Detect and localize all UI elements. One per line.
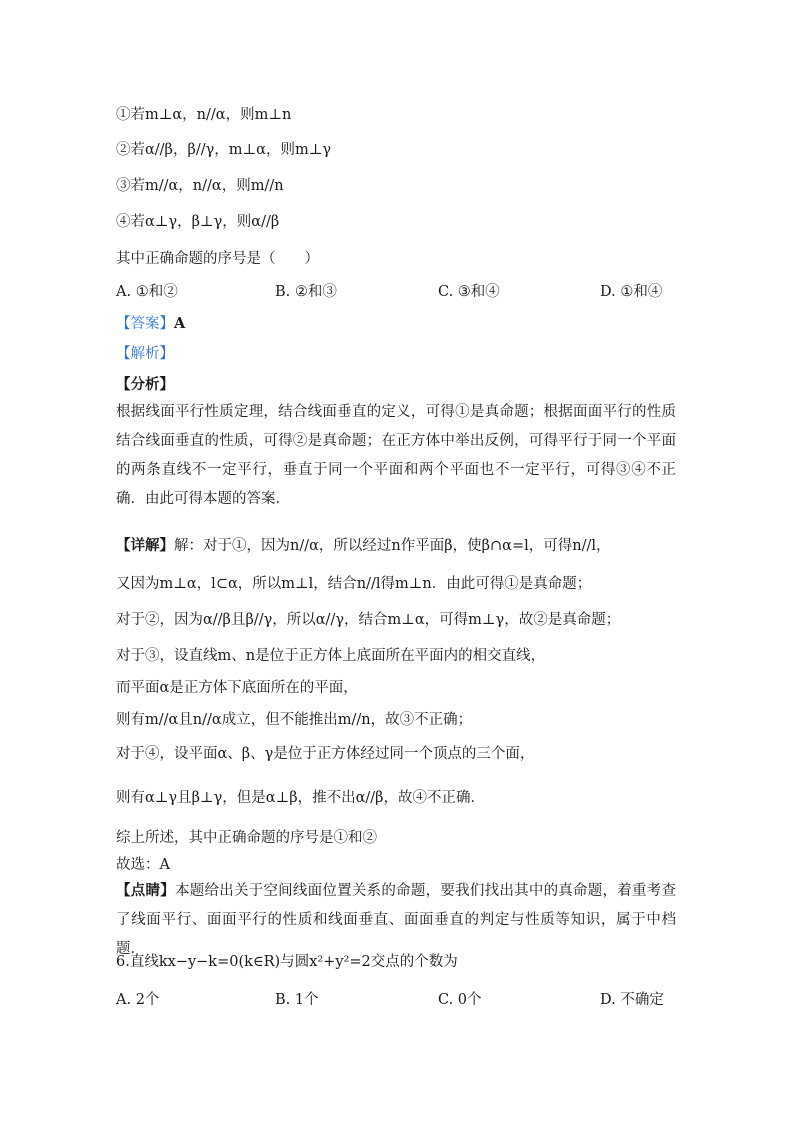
- answer-line: [116, 312, 185, 333]
- dianjing-text: 本题给出关于空间线面位置关系的命题，要我们找出其中的真命题，着重考查了线面平行、面面平行的性质和线面垂直、面面垂直的判定与性质等知识，属于中档题．: [116, 883, 677, 957]
- option-d: D. ①和④: [600, 284, 663, 300]
- option-a: A. ①和②: [116, 284, 178, 300]
- answer-value: A: [174, 315, 186, 332]
- fenxi-tag: 【分析】: [116, 376, 174, 393]
- detail-tag: 【详解】: [116, 537, 174, 554]
- option-c: C. ③和④: [438, 284, 500, 300]
- statement-4: ④若α⊥γ，β⊥γ，则α//β: [116, 214, 280, 230]
- summary-line: 综上所述，其中正确命题的序号是①和②: [116, 830, 377, 846]
- q6-option-c: C. 0个: [438, 992, 482, 1008]
- q6-option-b: B. 1个: [275, 992, 319, 1008]
- detail-line-1: [116, 534, 610, 555]
- q6-option-a: A. 2个: [116, 992, 160, 1008]
- statement-3: ③若m//α，n//α，则m//n: [116, 178, 284, 194]
- detail-line-5: 而平面α是正方体下底面所在的平面，: [116, 680, 358, 696]
- choice-line: 故选：A: [116, 857, 170, 873]
- dianjing-tag: 【点睛】: [116, 882, 175, 899]
- detail-line-2: 又因为m⊥α，l⊂α，所以m⊥l，结合n//l得m⊥n．由此可得①是真命题；: [116, 576, 592, 592]
- fenxi-text: 根据线面平行性质定理，结合线面垂直的定义，可得①是真命题；根据面面平行的性质结合线面垂直的性质，可得②是真命题；在正方体中举出反例，可得平行于同一个平面的两条直线不一定平行，垂直于同一个平面和两个平面也不一定平行，可得③④不正确．由此可得本题的答案．: [116, 404, 676, 507]
- detail-text-1: 解：对于①，因为n//α，所以经过n作平面β，使β∩α=l，可得n//l，: [174, 538, 611, 554]
- q6-option-d: D. 不确定: [600, 992, 664, 1008]
- statement-1: ①若m⊥α，n//α，则m⊥n: [116, 107, 292, 123]
- statement-2: ②若α//β，β//γ，m⊥α，则m⊥γ: [116, 142, 331, 158]
- detail-line-8: 则有α⊥γ且β⊥γ，但是α⊥β，推不出α//β，故④不正确．: [116, 790, 486, 806]
- question-prompt: 其中正确命题的序号是（ ）: [116, 251, 319, 267]
- option-b: B. ②和③: [275, 284, 337, 300]
- detail-line-7: 对于④，设平面α、β、γ是位于正方体经过同一个顶点的三个面，: [116, 746, 535, 762]
- detail-line-3: 对于②，因为α//β且β//γ，所以α//γ，结合m⊥α，可得m⊥γ，故②是真命题；: [116, 612, 621, 628]
- answer-tag: 【答案】: [116, 316, 174, 332]
- detail-line-6: 则有m//α且n//α成立，但不能推出m//n，故③不正确；: [116, 712, 473, 728]
- detail-line-4: 对于③，设直线m、n是位于正方体上底面所在平面内的相交直线，: [116, 648, 546, 664]
- analysis-tag: 【解析】: [116, 346, 174, 362]
- question-6-prompt: 6.直线kx−y−k=0(k∈R)与圆x²+y²=2交点的个数为: [116, 954, 458, 970]
